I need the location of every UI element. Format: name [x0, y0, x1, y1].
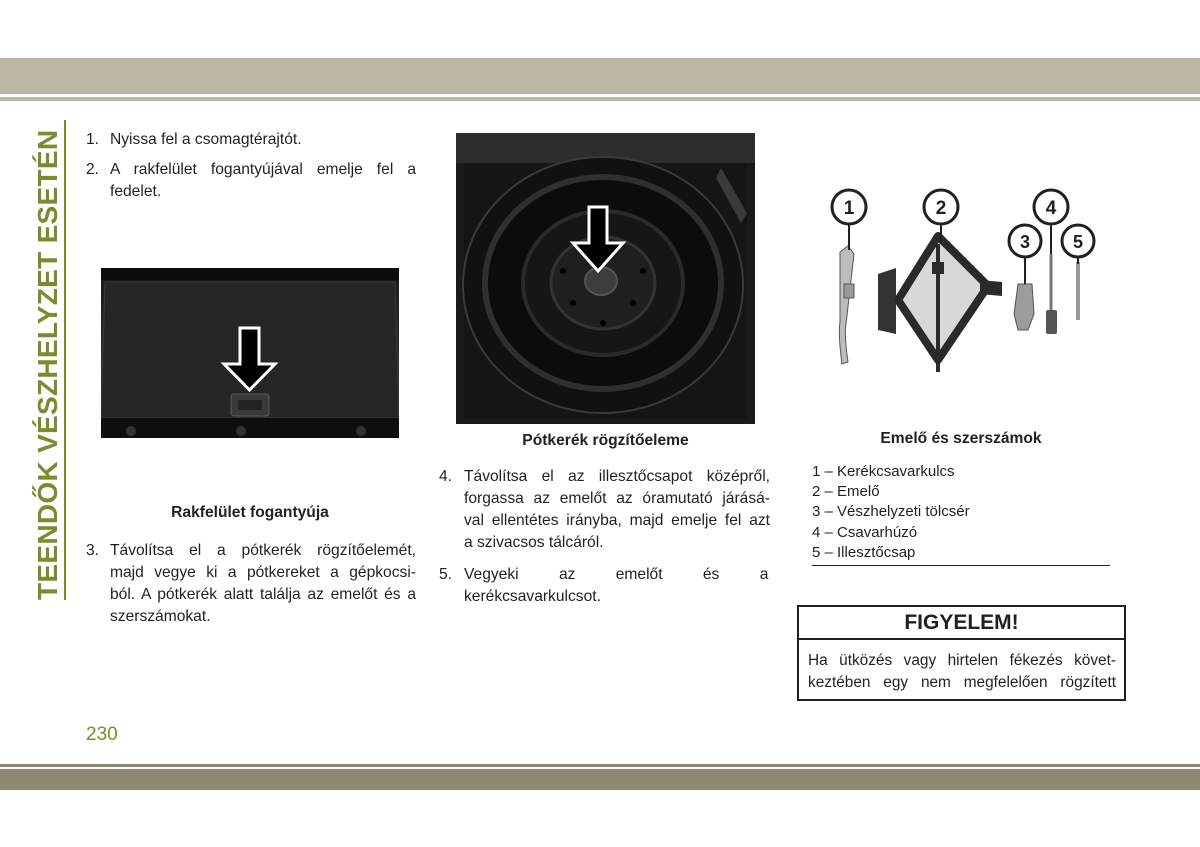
legend-item: 4 – Csavarhúzó — [812, 523, 918, 541]
step-number: 3. — [86, 542, 100, 559]
step-line: a szivacsos tálcáról. — [464, 534, 604, 551]
step-line: forgassa az emelőt az óramutató járásá- — [464, 490, 770, 507]
step-number: 4. — [439, 468, 453, 485]
footer-rule — [0, 764, 1200, 767]
step-number: 1. — [86, 131, 100, 148]
callout-2 — [924, 190, 958, 224]
callout-1 — [832, 190, 866, 224]
warning-text — [799, 640, 1124, 694]
step-4 — [439, 466, 770, 554]
section-title: TEENDŐK VÉSZHELYZET ESETÉN — [30, 120, 66, 600]
step-line: A rakfelület fogantyújával emelje fel a — [110, 161, 416, 178]
legend-rule — [812, 565, 1110, 566]
step-line: ból. A pótkerék alatt találja az emelőt és a — [110, 586, 416, 603]
svg-text:1: 1 — [843, 198, 855, 219]
step-text: Nyissa fel a csomagtérajtót. — [110, 131, 302, 148]
jack-and-tools-diagram — [820, 184, 1110, 376]
legend-item: 2 – Emelő — [812, 483, 880, 501]
callout-3 — [1009, 225, 1041, 257]
tools-legend — [812, 462, 970, 563]
svg-text:5: 5 — [1072, 232, 1084, 252]
step-line: Távolítsa el az illesztőcsapot középről, — [464, 468, 770, 485]
warning-line: keztében egy nem megfelelően rögzített — [808, 674, 1116, 691]
caption-cargo: Rakfelület fogantyúja — [171, 504, 329, 521]
step-line: Vegyeki az emelőt és a — [464, 566, 769, 583]
svg-text:3: 3 — [1019, 232, 1031, 252]
caption-tools: Emelő és szerszámok — [880, 430, 1042, 447]
step-5 — [439, 564, 770, 608]
header-rule — [0, 97, 1200, 101]
legend-item: 3 – Vészhelyzeti tölcsér — [812, 503, 970, 521]
footer-band — [0, 769, 1200, 790]
step-line: val ellentétes irányba, majd emelje fel azt — [464, 512, 770, 529]
step-line: Távolítsa el a pótkerék rögzítőelemét, — [110, 542, 416, 559]
page-number: 230 — [86, 724, 118, 745]
callout-5 — [1062, 225, 1094, 257]
svg-text:2: 2 — [935, 198, 947, 219]
warning-line: Ha ütközés vagy hirtelen fékezés követ- — [808, 652, 1116, 669]
step-line: fedelet. — [110, 183, 162, 200]
cargo-floor-photo — [101, 268, 399, 438]
warning-title: FIGYELEM! — [799, 607, 1124, 640]
step-3 — [86, 540, 416, 628]
step-2 — [86, 159, 416, 203]
step-line: kerékcsavarkulcsot. — [464, 588, 601, 605]
svg-text:4: 4 — [1045, 198, 1057, 219]
step-number: 5. — [439, 566, 453, 583]
warning-box — [797, 605, 1126, 701]
spare-wheel-photo — [456, 133, 755, 424]
step-1 — [86, 129, 416, 151]
step-line: majd vegye ki a pótkereket a gépkocsi- — [110, 564, 416, 581]
callout-4 — [1034, 190, 1068, 224]
header-band — [0, 58, 1200, 94]
legend-item: 5 – Illesztőcsap — [812, 543, 916, 561]
legend-item: 1 – Kerékcsavarkulcs — [812, 463, 955, 480]
step-number: 2. — [86, 161, 100, 178]
caption-spare: Pótkerék rögzítőeleme — [522, 432, 689, 449]
step-line: szerszámokat. — [110, 608, 211, 625]
